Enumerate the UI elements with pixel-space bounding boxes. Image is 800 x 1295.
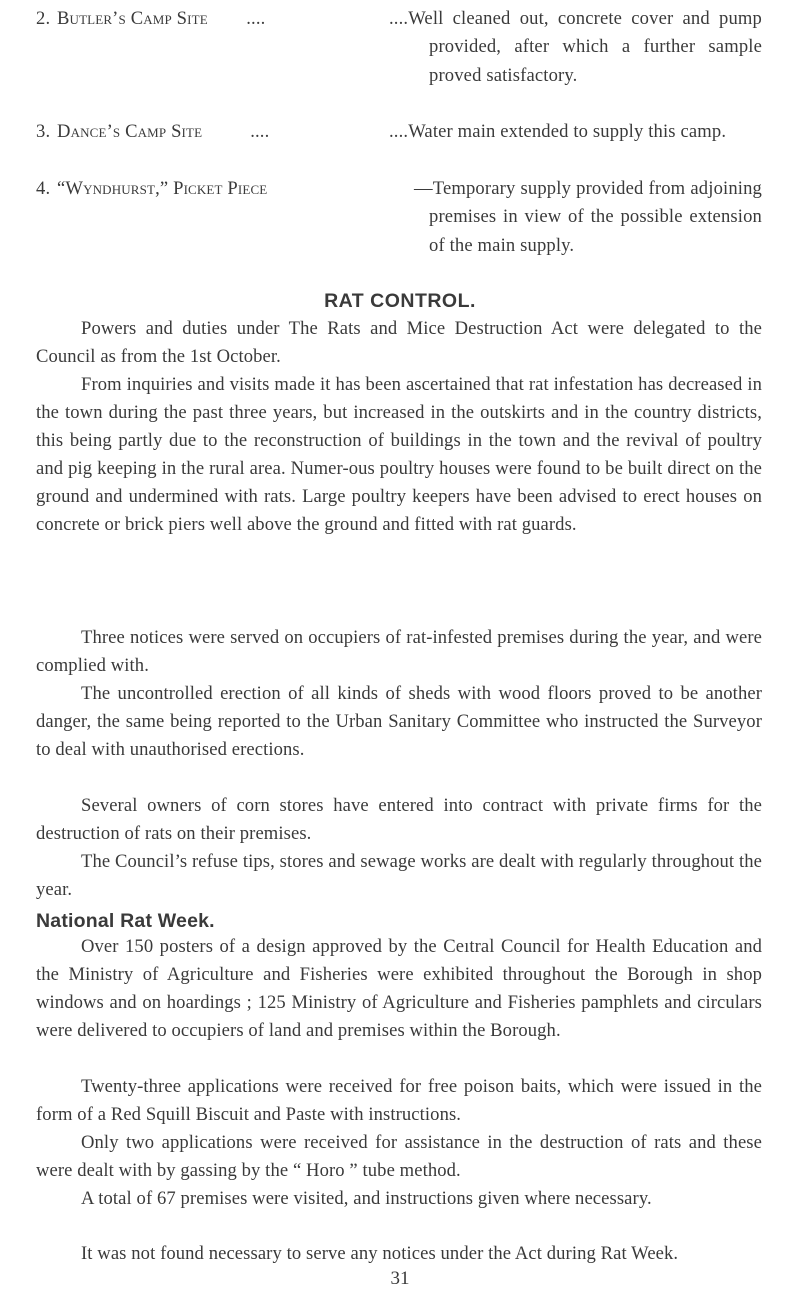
paragraph: Powers and duties under The Rats and Mice Destruction Act were delegated to the Council as from the 1st October. [36, 318, 762, 368]
paragraph: A total of 67 premises were visited, and instructions given where necessary. [81, 1188, 652, 1209]
paragraph: Only two applications were received for assistance in the destruction of rats and these were dealt with by gassing by the “ Horo ” tube method. [36, 1132, 762, 1182]
item-number: 3. [36, 121, 51, 142]
item-label: Dance’s Camp Site .... [57, 121, 270, 142]
paragraph: Three notices were served on occupiers of rat-infested premises during the year, and were complied with. [36, 627, 762, 677]
page-number: 31 [390, 1268, 410, 1289]
paragraph: Several owners of corn stores have entered into contract with private firms for the destruction of rats on their premises. [36, 795, 762, 845]
paragraph: Over 150 posters of a design approved by the Ceıtral Council for Health Education and the Ministry of Agriculture and Fisheries were exhibited throughout the Borough in shop windows and on hoardings ; 125 Ministry of Agriculture and Fisheries pamphlets and circulars were delivered to occupiers of land and premises within the Borough. [36, 936, 762, 1042]
section-heading-rat-week: National Rat Week. [36, 910, 215, 932]
item-number: 2. [36, 8, 51, 29]
paragraph: It was not found necessary to serve any notices under the Act during Rat Week. [81, 1243, 679, 1264]
item-label: “Wyndhurst,” Picket Piece [57, 178, 268, 199]
camp-item-dances [36, 118, 762, 146]
paragraph: From inquiries and visits made it has been ascertained that rat infestation has decreased in the town during the past three years, but increased in the outskirts and in the country districts, this being partly due to the reconstruction of buildings in the town and the revival of poultry and pig keeping in the rural area. Numer-ous poultry houses were found to be built direct on the ground and undermined with rats. Large poultry keepers have been advised to erect houses on concrete or brick piers well above the ground and fitted with rat guards. [36, 374, 762, 536]
paragraph: Twenty-three applications were received for free poison baits, which were issued in the form of a Red Squill Biscuit and Paste with instructions. [36, 1076, 762, 1126]
item-number: 4. [36, 178, 51, 199]
camp-item-wyndhurst [36, 175, 762, 260]
item-leader: .... [246, 8, 266, 29]
item-description: —Temporary supply provided from adjoining premises in view of the possible extension of the main supply. [414, 178, 762, 256]
section-heading-rat-control: RAT CONTROL. [324, 290, 476, 312]
item-leader: .... [250, 121, 270, 142]
item-label: Butler’s Camp Site .... [57, 8, 266, 29]
paragraph: The Council’s refuse tips, stores and sewage works are dealt with regularly throughout the year. [36, 851, 762, 901]
camp-item-butlers [36, 5, 762, 90]
item-description: ....Well cleaned out, concrete cover and pump provided, after which a further sample proved satisfactory. [389, 8, 762, 86]
paragraph: The uncontrolled erection of all kinds of sheds with wood floors proved to be another danger, the same being reported to the Urban Sanitary Committee who instructed the Surveyor to deal with unauthorised erections. [36, 683, 762, 761]
item-description: ....Water main extended to supply this camp. [389, 121, 727, 142]
